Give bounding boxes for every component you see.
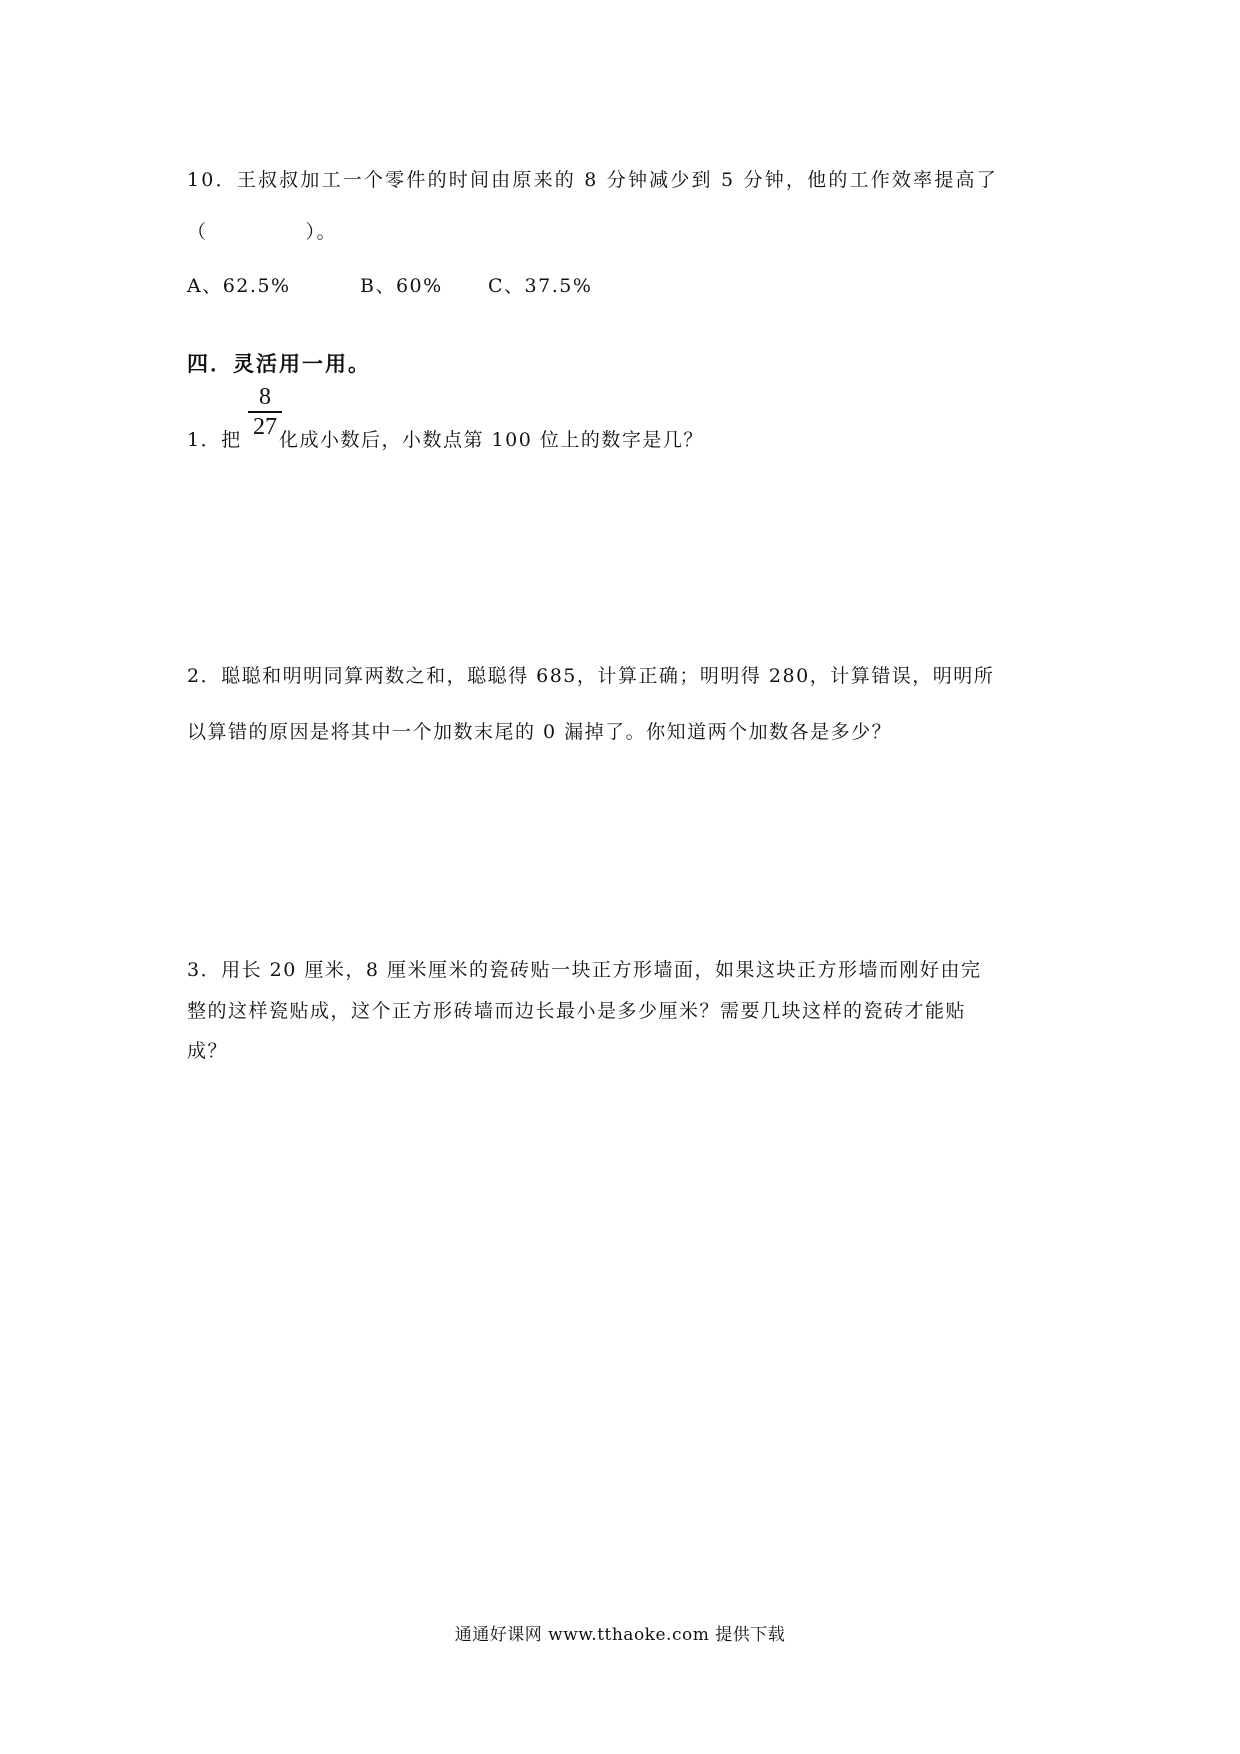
section-4-title: 四．灵活用一用。 (187, 352, 371, 376)
question-1-text: 化成小数后，小数点第 100 位上的数字是几？ (279, 429, 704, 451)
option-c: C、37.5% (488, 275, 593, 297)
question-2-line-1: 2．聪聪和明明同算两数之和，聪聪得 685，计算正确；明明得 280，计算错误，明明所 (187, 665, 995, 687)
question-10-options (187, 274, 592, 298)
footer-source: 通通好课网 www.tthaoke.com 提供下载 (454, 1625, 786, 1645)
option-b: B、60% (360, 275, 443, 297)
fraction-denominator: 27 (253, 414, 277, 440)
question-10-answer-blank (187, 220, 337, 244)
question-3-line-2: 整的这样瓷贴成，这个正方形砖墙而边长最小是多少厘米？需要几块这样的瓷砖才能贴 (187, 1000, 967, 1022)
paren-close: ）。 (305, 221, 338, 243)
question-1-prefix: 1．把 (187, 429, 242, 451)
question-1 (187, 428, 704, 452)
fraction-numerator: 8 (259, 384, 271, 410)
question-10-line-1: 10．王叔叔加工一个零件的时间由原来的 8 分钟减少到 5 分钟，他的工作效率提高了 (187, 169, 998, 191)
question-2-line-2: 以算错的原因是将其中一个加数末尾的 0 漏掉了。你知道两个加数各是多少？ (187, 721, 893, 743)
question-3-line-3: 成？ (187, 1040, 229, 1062)
question-3-line-1: 3．用长 20 厘米，8 厘米厘米的瓷砖贴一块正方形墙面，如果这块正方形墙而刚好由完 (187, 959, 982, 981)
paren-open: （ (187, 221, 208, 243)
option-a: A、62.5% (187, 275, 291, 297)
